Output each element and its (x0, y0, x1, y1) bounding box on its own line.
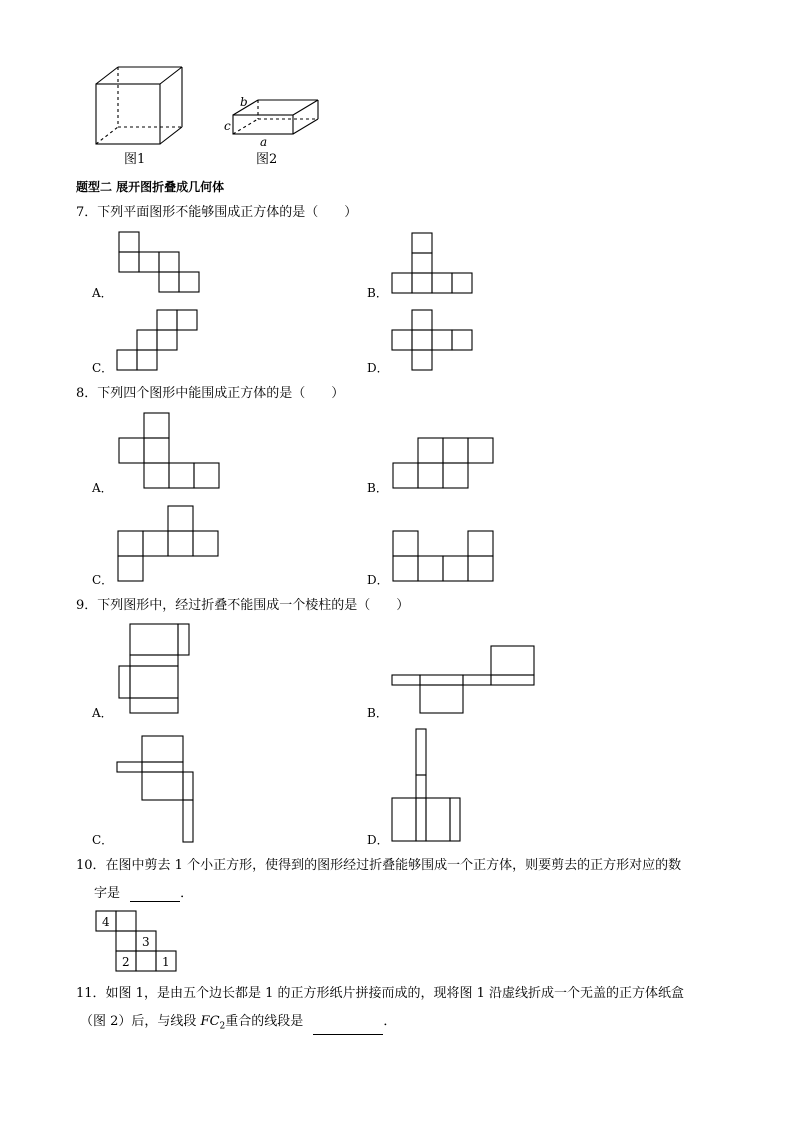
q11-stem-end: ． (383, 1014, 397, 1029)
fig1-caption: 图1 (124, 152, 146, 167)
q10-stem-end: ． (180, 886, 194, 901)
q11-answer-blank[interactable] (313, 1020, 383, 1035)
q9-option-c[interactable]: C． (92, 833, 114, 847)
edge-label-c: c (224, 119, 231, 133)
fig2-caption: 图2 (256, 152, 278, 167)
q9-option-a[interactable]: A． (92, 706, 113, 720)
q7-option-a[interactable]: A． (92, 286, 113, 300)
q10-cell-4: 4 (102, 915, 110, 929)
q8-option-b[interactable]: B． (367, 481, 388, 495)
q7-option-d[interactable]: D． (367, 361, 389, 375)
q11-stem-line1: 11．如图 1，是由五个边长都是 1 的正方形纸片拼接而成的，现将图 1 沿虚线折成一个无盖的正方体纸盒 (76, 986, 685, 1001)
q8-option-d[interactable]: D． (367, 573, 389, 587)
q11-stem-text-a: （图 2）后，与线段 (80, 1014, 201, 1029)
q10-cell-2: 2 (122, 955, 130, 969)
q9-option-b[interactable]: B． (367, 706, 388, 720)
q9-option-d[interactable]: D． (367, 833, 389, 847)
q11-stem-text-b: 重合的线段是 (225, 1014, 304, 1029)
q7-option-b[interactable]: B． (367, 286, 388, 300)
q10-stem-text: 字是 (94, 886, 121, 901)
q11-segment-label: FC (200, 1014, 220, 1029)
edge-label-a: a (260, 135, 268, 149)
q11-segment-sub: 2 (219, 1021, 226, 1032)
section-title: 题型二 展开图折叠成几何体 (76, 180, 225, 194)
q10-cell-3: 3 (142, 935, 150, 949)
q10-stem-line1: 10．在图中剪去 1 个小正方形，使得到的图形经过折叠能够围成一个正方体，则要剪去的正方形对应的数 (76, 858, 682, 873)
q11-stem-line2 (80, 1014, 396, 1035)
q8-stem: 8．下列四个图形中能围成正方体的是（ ） (76, 386, 345, 401)
edge-label-b: b (240, 95, 248, 109)
q10-cell-1: 1 (162, 955, 170, 969)
q8-option-a[interactable]: A． (92, 481, 113, 495)
q7-stem: 7．下列平面图形不能够围成正方体的是（ ） (76, 205, 358, 220)
q7-option-c[interactable]: C． (92, 361, 114, 375)
q8-option-c[interactable]: C． (92, 573, 114, 587)
q9-stem: 9．下列图形中，经过折叠不能围成一个棱柱的是（ ） (76, 598, 410, 613)
